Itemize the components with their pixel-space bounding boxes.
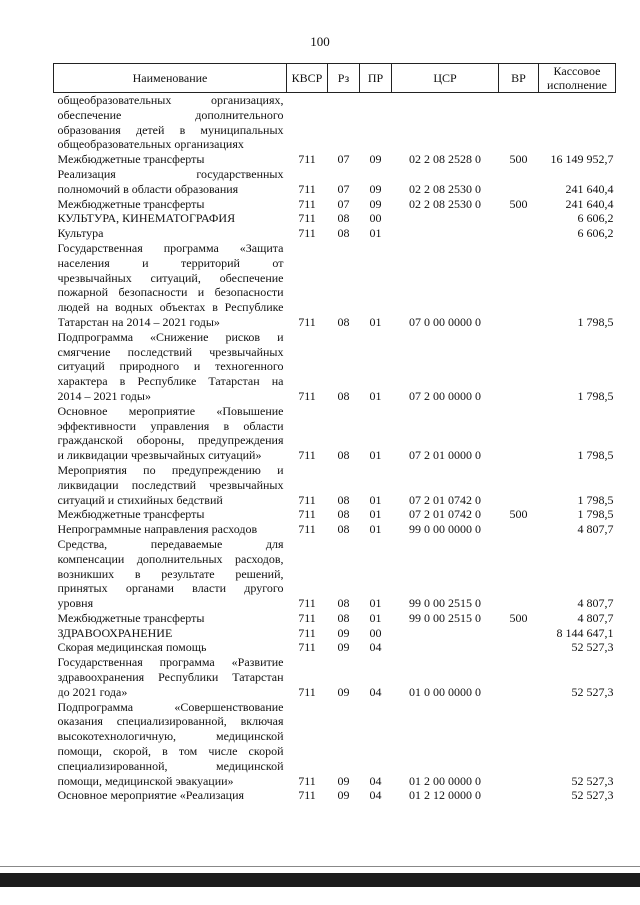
cell-sum: 4 807,7 [577,610,614,625]
cell-name-line: Подпрограмма «Снижение рисков и [57,329,284,344]
cell-name [54,507,287,522]
cell-pr: 09 [369,181,382,196]
cell-pr: 01 [369,226,382,241]
cell-csr: 02 2 08 2530 0 [409,196,481,211]
cell-name-line: Межбюджетные трансферты [57,152,205,167]
cell-name [54,463,287,507]
header-vr: ВР [499,64,539,93]
cell-vr: 500 [509,196,528,211]
cell-rz: 08 [337,596,350,611]
table-row [54,93,616,153]
cell-sum: 52 527,3 [571,788,614,803]
cell-rz: 07 [337,181,350,196]
header-name: Наименование [54,64,287,93]
table-row [54,700,616,789]
table-row [54,167,616,197]
cell-name-line: ситуаций природного и техногенного [57,359,284,374]
header-sum [539,64,616,93]
cell-sum: 52 527,3 [571,684,614,699]
cell-csr: 07 2 01 0000 0 [409,448,481,463]
cell-kvsr: 711 [298,625,316,640]
header-sum-line2: исполнение [547,78,607,92]
cell-sum: 6 606,2 [577,226,614,241]
table-row [54,507,616,522]
cell-name [54,537,287,611]
cell-sum: 1 798,5 [577,507,614,522]
cell-name-line: уровня [57,596,94,611]
cell-vr [499,522,539,537]
cell-rz: 08 [337,226,350,241]
table-body [54,93,616,804]
cell-rz: 08 [337,211,350,226]
cell-name-line: ликвидации последствий чрезвычайных [57,477,284,492]
cell-pr: 01 [369,596,382,611]
cell-name-line: Непрограммные направления расходов [57,522,258,537]
cell-name-line: возникших в результате решений, [57,566,284,581]
cell-csr: 07 2 00 0000 0 [409,388,481,403]
cell-pr: 09 [369,196,382,211]
table-row [54,330,616,404]
cell-vr: 500 [509,507,528,522]
cell-name-line: Государственная программа «Развитие [57,655,284,670]
cell-vr [499,167,539,197]
cell-csr: 99 0 00 2515 0 [409,610,481,625]
cell-name-line: Основное мероприятие «Повышение [57,403,284,418]
cell-pr: 01 [369,522,382,537]
cell-sum [539,93,616,153]
cell-pr: 04 [369,640,382,655]
cell-name-line: образования детей в муниципальных [57,122,284,137]
cell-sum: 4 807,7 [577,522,614,537]
cell-name-line: смягчение последствий чрезвычайных [57,344,284,359]
cell-sum: 8 144 647,1 [556,625,614,640]
table-row [54,197,616,212]
cell-name-line: Межбюджетные трансферты [57,196,205,211]
cell-name-line: чрезвычайных ситуаций, обеспечение [57,270,284,285]
cell-kvsr: 711 [298,226,316,241]
cell-rz: 08 [337,448,350,463]
cell-name-line: здравоохранения Республики Татарстан [57,670,284,685]
cell-name-line: характера в Республике Татарстан на [57,374,284,389]
cell-name-line: оказания специализированной, включая [57,714,284,729]
cell-pr: 01 [369,314,382,329]
cell-name-line: помощи, скорой, в том числе скорой [57,744,284,759]
cell-sum: 1 798,5 [577,448,614,463]
cell-pr: 01 [369,610,382,625]
cell-kvsr: 711 [298,181,316,196]
cell-name-line: людей на водных объектах в Республике [57,300,284,315]
cell-name-line: принятых органами власти другого [57,581,284,596]
cell-name-line: Основное мероприятие «Реализация [57,788,245,803]
cell-name [54,197,287,212]
cell-name-line: Мероприятия по предупреждению и [57,462,284,477]
cell-pr: 00 [369,625,382,640]
cell-kvsr [287,93,328,153]
cell-vr [499,463,539,507]
cell-kvsr: 711 [298,196,316,211]
cell-name-line: гражданской обороны, предупреждения [57,433,284,448]
cell-name-line: помощи, медицинской эвакуации» [57,773,234,788]
cell-name [54,522,287,537]
header-csr: ЦСР [392,64,499,93]
cell-rz: 08 [337,492,350,507]
cell-csr: 02 2 08 2528 0 [409,152,481,167]
cell-name-line: Культура [57,226,104,241]
cell-name-line: высокотехнологичную, медицинской [57,729,284,744]
cell-kvsr: 711 [298,773,316,788]
cell-sum: 1 798,5 [577,388,614,403]
cell-kvsr: 711 [298,522,316,537]
cell-csr: 01 0 00 0000 0 [409,684,481,699]
cell-vr [499,640,539,655]
cell-pr: 01 [369,492,382,507]
cell-vr [499,537,539,611]
table-row [54,626,616,641]
cell-name-line: ситуаций и стихийных бедствий [57,492,223,507]
cell-vr [499,241,539,330]
cell-name-line: ЗДРАВООХРАНЕНИЕ [57,625,173,640]
cell-pr: 01 [369,507,382,522]
cell-name-line: Татарстан на 2014 – 2021 годы» [57,314,220,329]
page-number: 100 [310,34,330,49]
cell-name [54,655,287,699]
cell-name-line: населения и территорий от [57,255,284,270]
cell-name-line: пожарной безопасности и безопасности [57,285,284,300]
cell-rz: 08 [337,610,350,625]
table-row [54,404,616,463]
cell-csr: 07 0 00 0000 0 [409,314,481,329]
cell-csr: 01 2 00 0000 0 [409,773,481,788]
cell-rz: 09 [337,640,350,655]
cell-sum: 4 807,7 [577,596,614,611]
cell-name-line: Реализация государственных [57,166,284,181]
cell-csr: 99 0 00 0000 0 [409,522,481,537]
cell-pr: 01 [369,448,382,463]
cell-name-line: КУЛЬТУРА, КИНЕМАТОГРАФИЯ [57,211,236,226]
cell-vr [499,93,539,153]
cell-rz: 07 [337,196,350,211]
table-row [54,211,616,226]
cell-csr: 07 2 01 0742 0 [409,507,481,522]
cell-vr: 500 [509,152,528,167]
cell-kvsr: 711 [298,640,316,655]
cell-kvsr: 711 [298,684,316,699]
table-row [54,655,616,699]
cell-sum: 1 798,5 [577,314,614,329]
scan-edge-line [0,866,640,867]
cell-kvsr: 711 [298,388,316,403]
table-row [54,226,616,241]
table-row [54,152,616,167]
cell-name-line: Подпрограмма «Совершенствование [57,699,284,714]
cell-pr: 04 [369,788,382,803]
cell-sum: 1 798,5 [577,492,614,507]
cell-name [54,404,287,463]
cell-kvsr: 711 [298,507,316,522]
cell-pr: 00 [369,211,382,226]
cell-vr [499,330,539,404]
cell-name-line: 2014 – 2021 годы» [57,388,151,403]
cell-name [54,226,287,241]
scan-bottom-bar [0,873,640,887]
cell-name-line: Межбюджетные трансферты [57,507,205,522]
cell-pr: 09 [369,152,382,167]
cell-csr: 02 2 08 2530 0 [409,181,481,196]
cell-rz: 08 [337,507,350,522]
cell-name-line: и ликвидации чрезвычайных ситуаций» [57,448,262,463]
cell-name-line: Средства, передаваемые для [57,536,284,551]
cell-name [54,152,287,167]
cell-kvsr: 711 [298,788,316,803]
cell-kvsr: 711 [298,152,316,167]
cell-sum: 16 149 952,7 [550,152,614,167]
cell-csr [392,640,499,655]
cell-sum: 52 527,3 [571,640,614,655]
cell-sum: 6 606,2 [577,211,614,226]
cell-csr: 01 2 12 0000 0 [409,788,481,803]
cell-vr [499,211,539,226]
cell-name-line: общеобразовательных организациях, [57,93,284,107]
cell-name [54,626,287,641]
cell-name [54,700,287,789]
cell-name [54,788,287,803]
table-row [54,640,616,655]
cell-csr [392,93,499,153]
header-sum-line1: Кассовое [553,64,601,78]
cell-name-line: Межбюджетные трансферты [57,610,205,625]
cell-name-line: Скорая медицинская помощь [57,640,207,655]
cell-csr [392,226,499,241]
cell-pr: 04 [369,773,382,788]
cell-vr: 500 [509,610,528,625]
cell-rz: 07 [337,152,350,167]
cell-rz: 08 [337,314,350,329]
table-row [54,537,616,611]
cell-pr [360,93,392,153]
cell-name-line: специализированной, медицинской [57,758,284,773]
cell-vr [499,626,539,641]
cell-vr [499,404,539,463]
cell-name [54,211,287,226]
cell-rz: 08 [337,522,350,537]
cell-sum: 241 640,4 [565,181,614,196]
cell-rz: 09 [337,788,350,803]
cell-vr [499,226,539,241]
table-row [54,241,616,330]
cell-name [54,241,287,330]
cell-name-line: общеобразовательных организациях [57,137,244,152]
cell-name-line: полномочий в области образования [57,181,239,196]
cell-rz: 09 [337,773,350,788]
header-kvsr: КВСР [287,64,328,93]
cell-rz: 09 [337,625,350,640]
cell-name [54,167,287,197]
cell-kvsr: 711 [298,314,316,329]
cell-rz: 09 [337,684,350,699]
cell-name [54,611,287,626]
cell-csr: 99 0 00 2515 0 [409,596,481,611]
cell-pr: 04 [369,684,382,699]
cell-rz: 08 [337,388,350,403]
table-header-row [54,64,616,93]
cell-kvsr: 711 [298,610,316,625]
cell-rz [328,93,360,153]
cell-csr: 07 2 01 0742 0 [409,492,481,507]
cell-name [54,640,287,655]
cell-kvsr: 711 [298,448,316,463]
cell-vr [499,788,539,803]
cell-kvsr: 711 [298,596,316,611]
cell-name [54,93,287,153]
cell-name [54,330,287,404]
table-row [54,611,616,626]
cell-pr: 01 [369,388,382,403]
budget-table [53,63,616,803]
table-row [54,463,616,507]
cell-name-line: до 2021 года» [57,684,128,699]
cell-vr [499,655,539,699]
cell-csr [392,626,499,641]
cell-sum: 241 640,4 [565,196,614,211]
cell-csr [392,211,499,226]
cell-kvsr: 711 [298,492,316,507]
cell-kvsr: 711 [298,211,316,226]
cell-name-line: эффективности управления в области [57,418,284,433]
cell-name-line: компенсации дополнительных расходов, [57,551,284,566]
cell-sum: 52 527,3 [571,773,614,788]
cell-name-line: Государственная программа «Защита [57,240,284,255]
cell-vr [499,700,539,789]
table-row [54,788,616,803]
header-rz: Рз [328,64,360,93]
cell-name-line: обеспечение дополнительного [57,107,284,122]
header-pr: ПР [360,64,392,93]
table-row [54,522,616,537]
